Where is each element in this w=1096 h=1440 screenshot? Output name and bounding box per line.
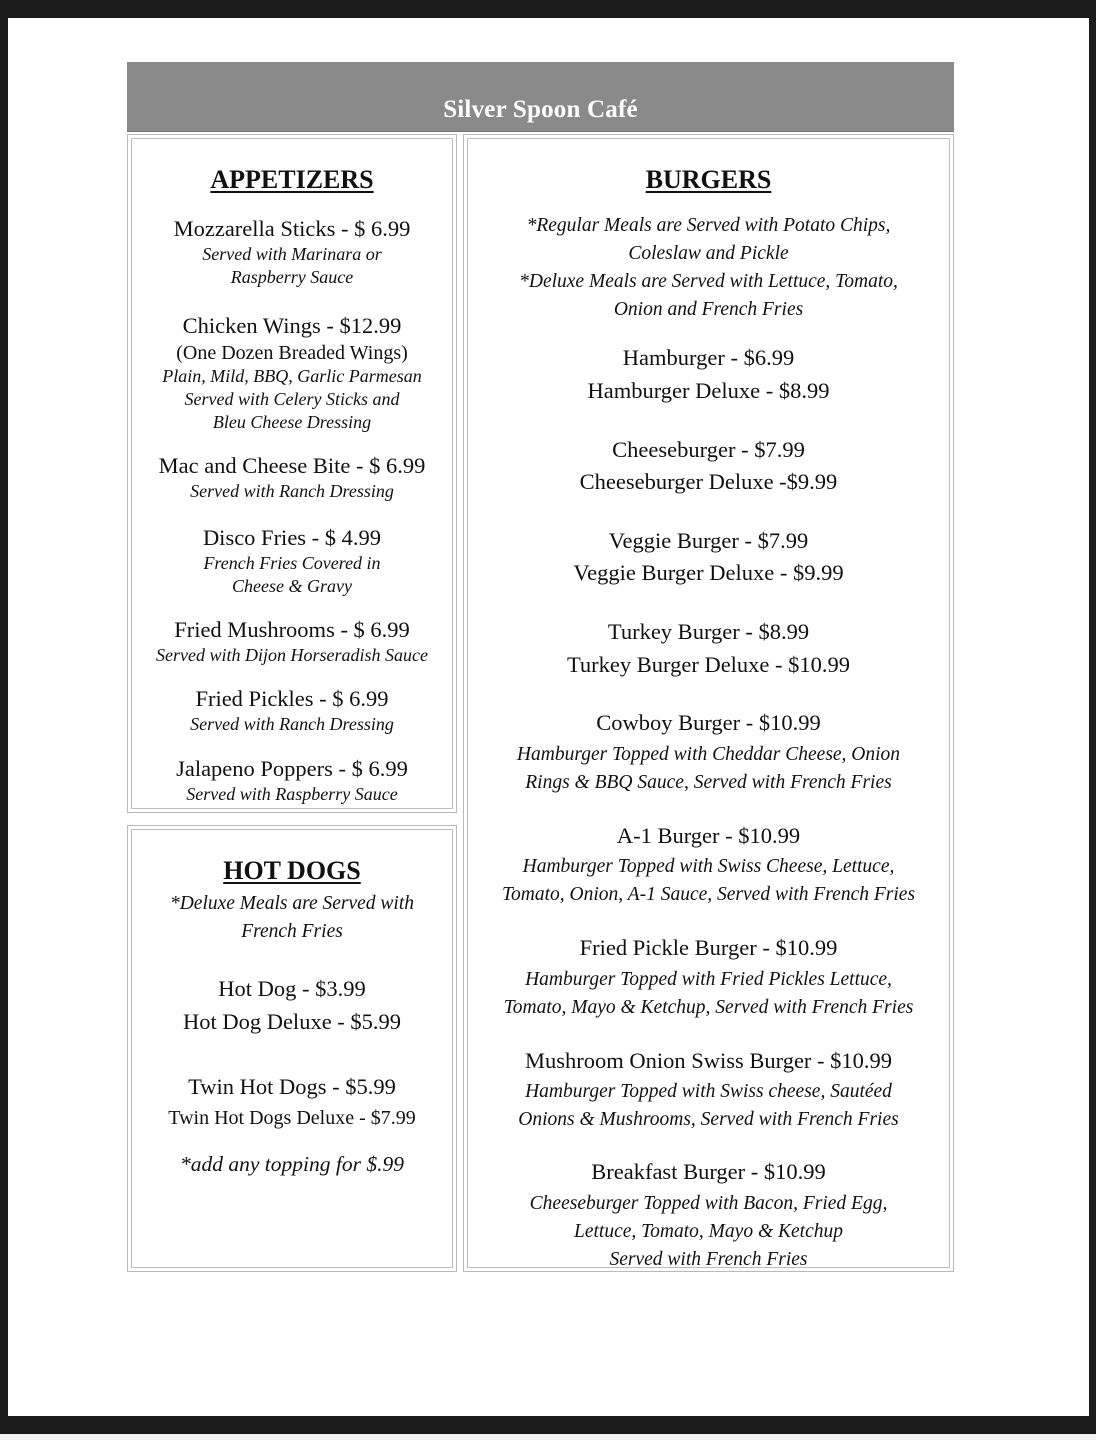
bottom-edge (0, 1434, 1096, 1440)
menu-item-description: Served with Raspberry Sauce (186, 784, 398, 804)
menu-item-name: Veggie Burger Deluxe - $9.99 (573, 560, 844, 585)
menu-title: Silver Spoon Café (443, 96, 638, 123)
menu-item-subtitle: (One Dozen Breaded Wings) (176, 342, 408, 364)
menu-item-description: Cheese & Gravy (232, 576, 352, 596)
menu-item-description: Bleu Cheese Dressing (212, 412, 372, 432)
burgers-note: Coleslaw and Pickle (628, 243, 789, 264)
burgers-note: *Regular Meals are Served with Potato Chips, (526, 215, 891, 236)
menu-item-description: Hamburger Topped with Swiss Cheese, Lettuce, (522, 856, 895, 877)
hotdogs-panel (127, 825, 457, 1272)
menu-item-description: Tomato, Mayo & Ketchup, Served with French Fries (503, 997, 914, 1018)
menu-item-name: Jalapeno Poppers - $ 6.99 (176, 756, 408, 781)
menu-item-description: Hamburger Topped with Fried Pickles Lettuce, (525, 969, 892, 990)
menu-item-name: Cheeseburger - $7.99 (612, 437, 805, 462)
menu-item-name: Veggie Burger - $7.99 (608, 528, 809, 553)
menu-item-description: Served with Ranch Dressing (190, 714, 394, 734)
menu-item-description: Served with Marinara or (202, 244, 382, 264)
burgers-note: *Deluxe Meals are Served with Lettuce, Tomato, (519, 271, 898, 292)
menu-item-description: Lettuce, Tomato, Mayo & Ketchup (573, 1221, 843, 1242)
burgers-note: Onion and French Fries (613, 299, 804, 320)
menu-item-name: A-1 Burger - $10.99 (616, 823, 801, 848)
menu-item-name: Turkey Burger - $8.99 (607, 619, 810, 644)
menu-item-name: Fried Mushrooms - $ 6.99 (174, 617, 410, 642)
menu-item-name: Cheeseburger Deluxe -$9.99 (579, 469, 838, 494)
menu-item-description: Onions & Mushrooms, Served with French Fries (518, 1109, 899, 1130)
title-bar (127, 62, 954, 132)
menu-item-name: Fried Pickles - $ 6.99 (195, 686, 389, 711)
menu-item-name: Hamburger Deluxe - $8.99 (587, 378, 830, 403)
topping-note: *add any topping for $.99 (180, 1152, 404, 1176)
menu-item-description: Hamburger Topped with Cheddar Cheese, Onion (516, 744, 901, 765)
menu-item-name: Mushroom Onion Swiss Burger - $10.99 (524, 1048, 893, 1073)
appetizers-panel (127, 134, 457, 813)
menu-item-description: Served with Dijon Horseradish Sauce (156, 645, 428, 665)
menu-item-description: French Fries Covered in (203, 553, 381, 573)
menu-item-description: Raspberry Sauce (230, 267, 354, 287)
menu-item-name: Fried Pickle Burger - $10.99 (579, 935, 838, 960)
hotdogs-heading: HOT DOGS (223, 856, 361, 885)
hotdogs-note: French Fries (241, 921, 343, 942)
menu-item-description: Hamburger Topped with Swiss cheese, Sautéed (525, 1081, 892, 1102)
menu-item-name: Cowboy Burger - $10.99 (596, 710, 821, 735)
menu-item-description: Rings & BBQ Sauce, Served with French Fries (525, 772, 892, 793)
burgers-heading: BURGERS (645, 165, 772, 194)
menu-item-name: Breakfast Burger - $10.99 (591, 1159, 826, 1184)
menu-item-name: Mac and Cheese Bite - $ 6.99 (158, 453, 426, 478)
menu-item-name: Hot Dog - $3.99 (218, 976, 366, 1001)
menu-item-name: Mozzarella Sticks - $ 6.99 (173, 216, 411, 241)
menu-item-description: Tomato, Onion, A-1 Sauce, Served with French Fries (501, 884, 916, 905)
menu-item-name: Turkey Burger Deluxe - $10.99 (566, 652, 851, 677)
menu-item-description: Served with Ranch Dressing (190, 481, 394, 501)
menu-item-name: Hot Dog Deluxe - $5.99 (182, 1009, 402, 1034)
menu-item-name: Disco Fries - $ 4.99 (202, 525, 382, 550)
menu-item-name: Twin Hot Dogs Deluxe - $7.99 (168, 1107, 416, 1129)
menu-item-description: Plain, Mild, BBQ, Garlic Parmesan (162, 366, 422, 386)
menu-item-description: Cheeseburger Topped with Bacon, Fried Egg, (529, 1193, 888, 1214)
menu-item-name: Chicken Wings - $12.99 (182, 313, 402, 338)
menu-item-description: Served with Celery Sticks and (184, 389, 400, 409)
appetizers-heading: APPETIZERS (210, 165, 374, 194)
menu-item-description: Served with French Fries (609, 1249, 808, 1270)
hotdogs-note: *Deluxe Meals are Served with (169, 893, 415, 914)
menu-item-name: Twin Hot Dogs - $5.99 (188, 1074, 396, 1099)
menu-item-name: Hamburger - $6.99 (622, 345, 795, 370)
burgers-panel (463, 134, 954, 1272)
